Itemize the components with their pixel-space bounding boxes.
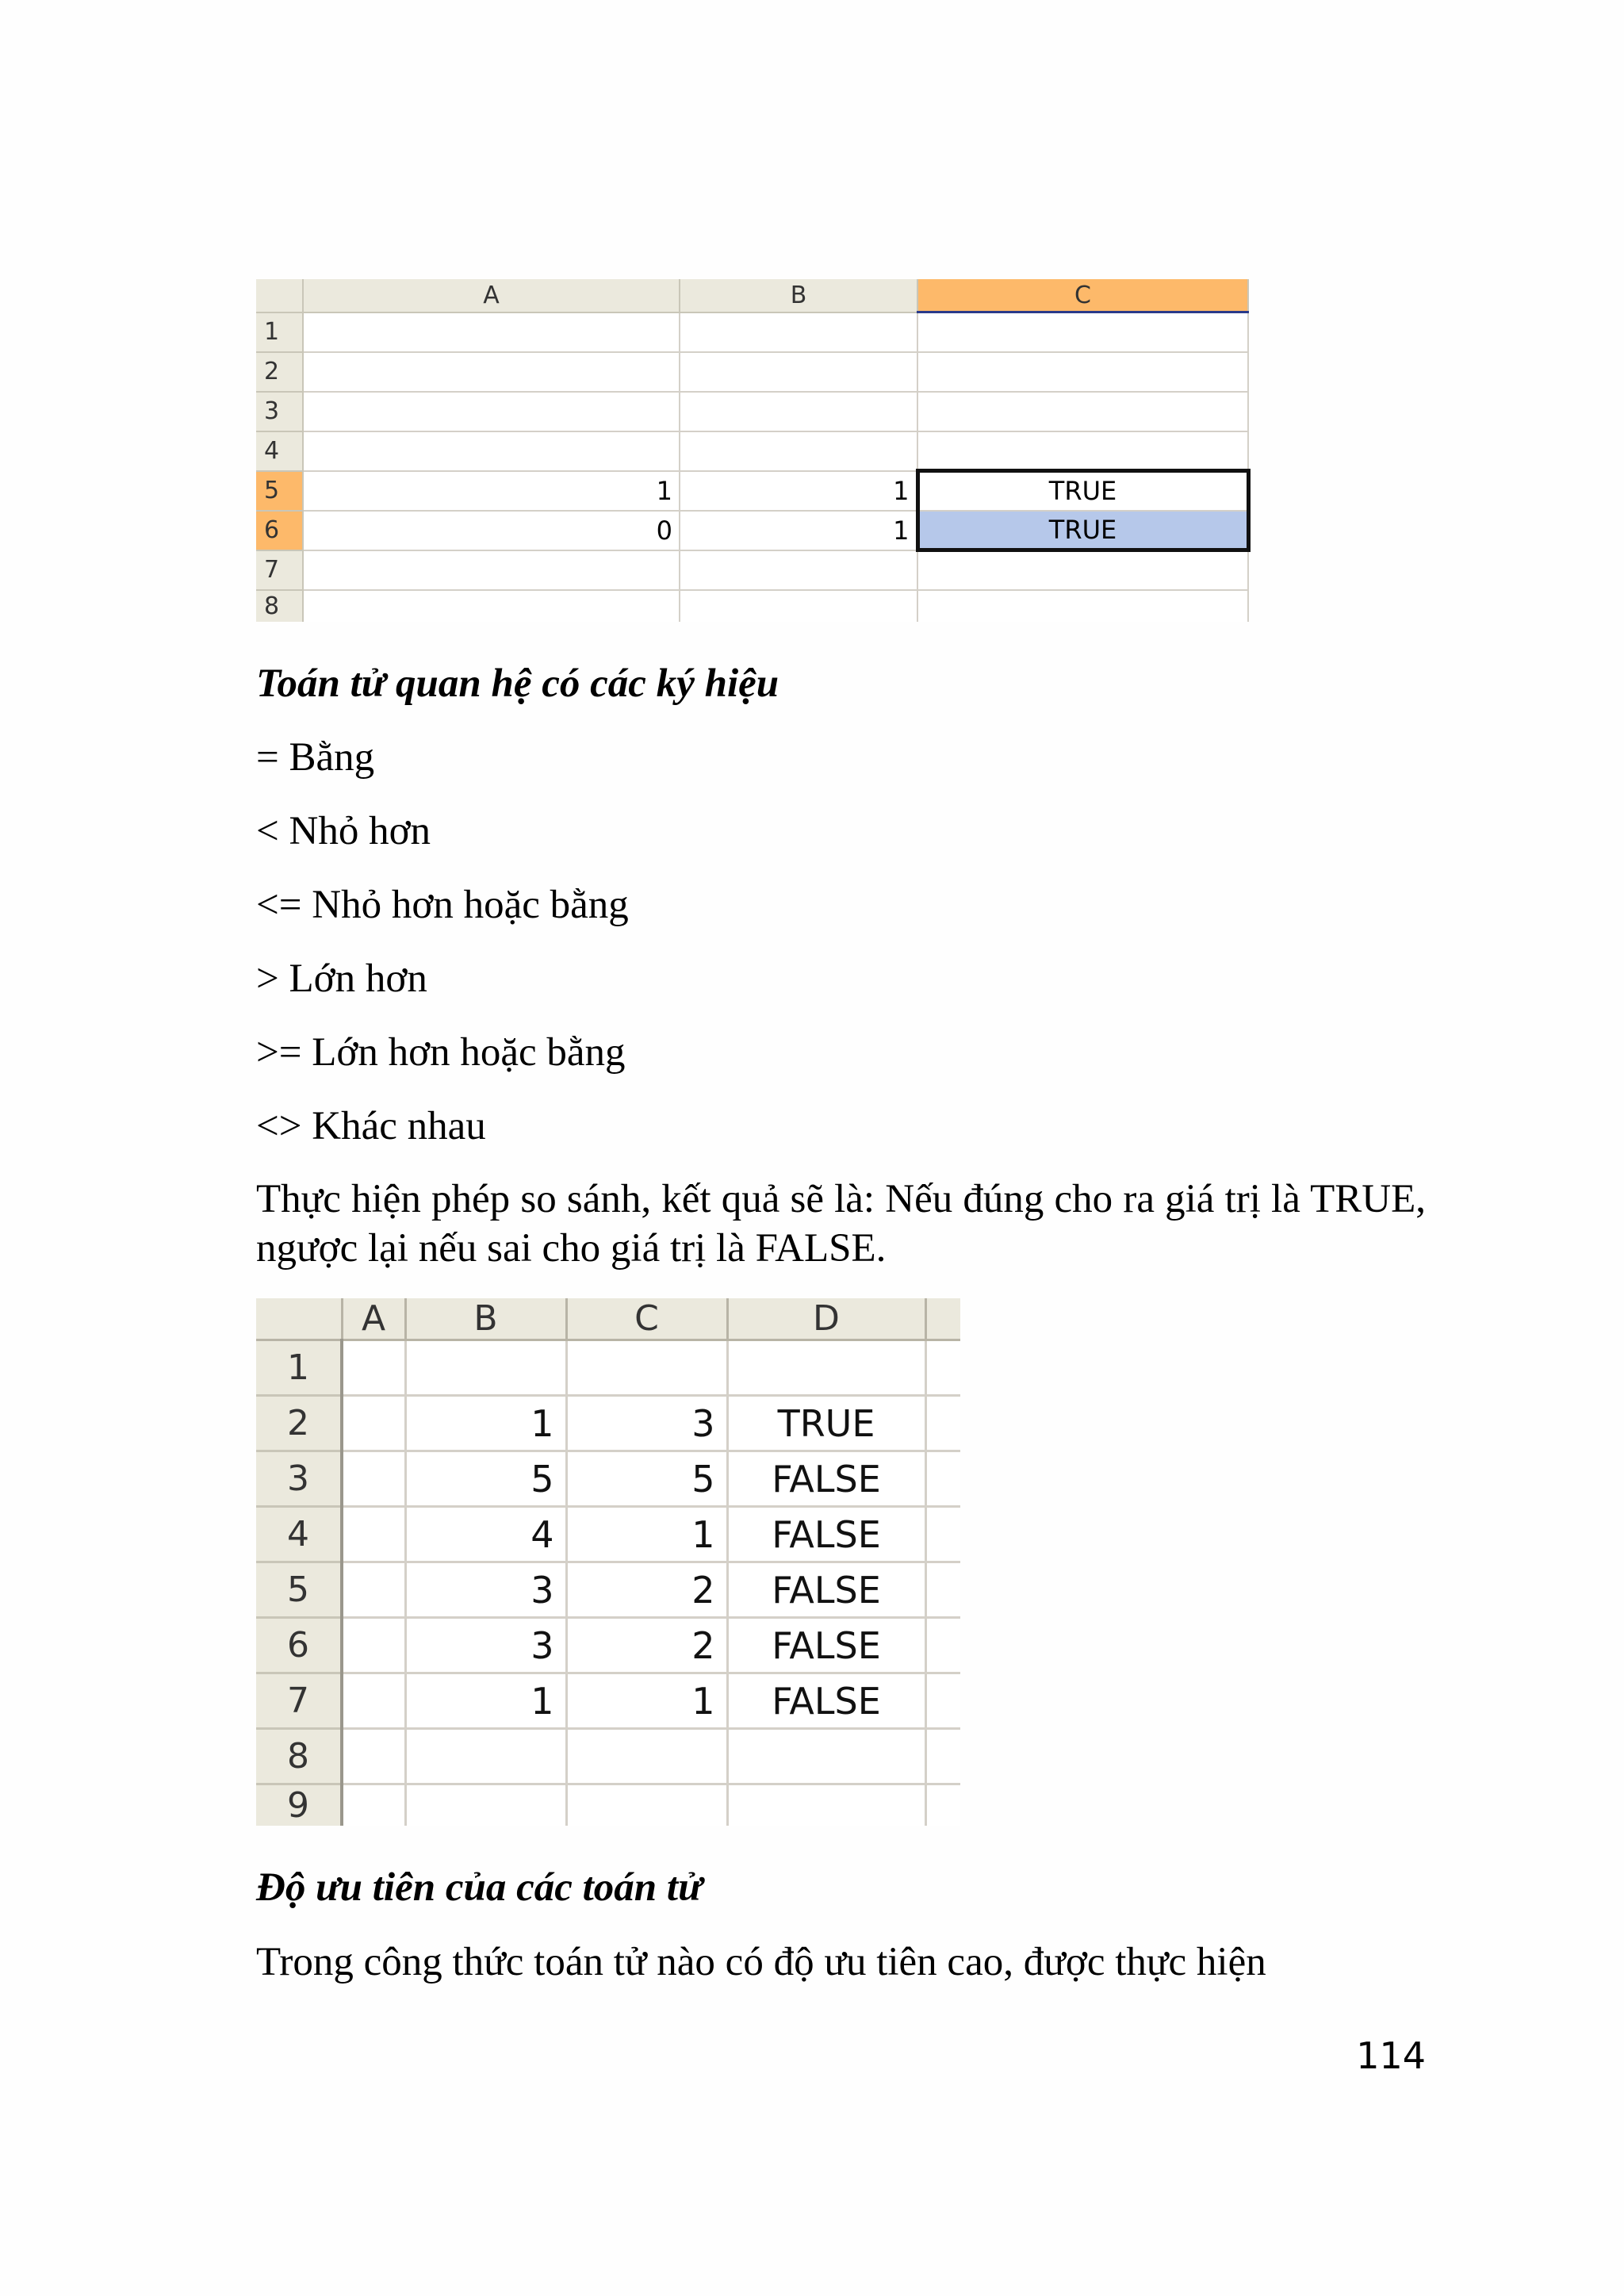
cell-c: 2 — [566, 1562, 727, 1618]
cell-a — [342, 1729, 405, 1784]
select-all-corner — [256, 279, 303, 312]
precedence-paragraph: Trong công thức toán tử nào có độ ưu tiên cao, được thực hiện — [256, 1940, 1266, 1984]
row-header: 6 — [256, 511, 303, 550]
table-row — [256, 590, 1248, 622]
cell-b: 5 — [405, 1451, 566, 1507]
column-header-c: C — [566, 1298, 727, 1340]
cell-e — [925, 1507, 960, 1562]
row-header: 4 — [256, 1507, 342, 1562]
cell-b3 — [680, 392, 917, 431]
table-row — [256, 550, 1248, 590]
cell-b: 3 — [405, 1562, 566, 1618]
table-row — [256, 1784, 960, 1826]
spreadsheet-comparison-results — [256, 1298, 960, 1826]
section-heading: Toán tử quan hệ có các ký hiệu — [256, 661, 779, 706]
cell-b6: 1 — [680, 511, 917, 550]
cell-a2 — [303, 352, 680, 392]
cell-a5: 1 — [303, 471, 680, 511]
table-row — [256, 1340, 960, 1396]
row-header: 2 — [256, 1396, 342, 1451]
page-number: 114 — [1356, 2034, 1426, 2077]
cell-a — [342, 1340, 405, 1396]
cell-c: 1 — [566, 1507, 727, 1562]
cell-c — [566, 1729, 727, 1784]
section-heading: Độ ưu tiên của các toán tử — [256, 1865, 703, 1910]
cell-c: 3 — [566, 1396, 727, 1451]
cell-d: FALSE — [727, 1673, 925, 1729]
cell-a3 — [303, 392, 680, 431]
cell-b5: 1 — [680, 471, 917, 511]
cell-d — [727, 1784, 925, 1826]
cell-a7 — [303, 550, 680, 590]
row-header: 5 — [256, 471, 303, 511]
cell-a — [342, 1618, 405, 1673]
cell-c — [566, 1784, 727, 1826]
cell-b — [405, 1784, 566, 1826]
cell-b: 1 — [405, 1396, 566, 1451]
cell-a8 — [303, 590, 680, 622]
table-row — [256, 431, 1248, 471]
cell-c6: TRUE — [917, 511, 1248, 550]
column-header-a: A — [342, 1298, 405, 1340]
cell-b2 — [680, 352, 917, 392]
row-header: 8 — [256, 590, 303, 622]
table-row — [256, 392, 1248, 431]
cell-a — [342, 1562, 405, 1618]
cell-b: 3 — [405, 1618, 566, 1673]
cell-b8 — [680, 590, 917, 622]
row-header: 2 — [256, 352, 303, 392]
cell-c5: TRUE — [917, 471, 1248, 511]
cell-c: 2 — [566, 1618, 727, 1673]
table-row — [256, 1562, 960, 1618]
cell-d — [727, 1340, 925, 1396]
select-all-corner — [256, 1298, 342, 1340]
table-row — [256, 1618, 960, 1673]
table-row — [256, 1673, 960, 1729]
row-header: 7 — [256, 1673, 342, 1729]
operator-greater: > Lớn hơn — [256, 956, 427, 1001]
cell-d: FALSE — [727, 1562, 925, 1618]
table-row — [256, 471, 1248, 511]
table-row — [256, 352, 1248, 392]
cell-a — [342, 1451, 405, 1507]
cell-d: FALSE — [727, 1618, 925, 1673]
cell-e — [925, 1618, 960, 1673]
spreadsheet-relational-example — [256, 279, 1251, 622]
column-header-d: D — [727, 1298, 925, 1340]
row-header: 3 — [256, 392, 303, 431]
cell-d: FALSE — [727, 1451, 925, 1507]
comparison-paragraph: Thực hiện phép so sánh, kết quả sẽ là: Nếu đúng cho ra giá trị là TRUE, ngược lại nếu sai cho giá trị là FALSE. — [256, 1177, 1426, 1271]
cell-b: 1 — [405, 1673, 566, 1729]
row-header: 3 — [256, 1451, 342, 1507]
operator-less: < Nhỏ hơn — [256, 809, 431, 853]
cell-a — [342, 1784, 405, 1826]
cell-c: 5 — [566, 1451, 727, 1507]
cell-a4 — [303, 431, 680, 471]
cell-e — [925, 1451, 960, 1507]
cell-c2 — [917, 352, 1248, 392]
cell-b: 4 — [405, 1507, 566, 1562]
cell-e — [925, 1729, 960, 1784]
operator-precedence-section — [256, 1864, 1426, 1987]
table-row — [256, 1396, 960, 1451]
cell-b4 — [680, 431, 917, 471]
cell-e — [925, 1562, 960, 1618]
operator-equal: = Bằng — [256, 735, 375, 780]
operator-less-equal: <= Nhỏ hơn hoặc bằng — [256, 883, 629, 927]
cell-c1 — [917, 312, 1248, 352]
table-row — [256, 1507, 960, 1562]
table-row — [256, 1451, 960, 1507]
cell-e — [925, 1396, 960, 1451]
row-header: 6 — [256, 1618, 342, 1673]
cell-a — [342, 1507, 405, 1562]
row-header: 7 — [256, 550, 303, 590]
cell-b — [405, 1340, 566, 1396]
cell-d: TRUE — [727, 1396, 925, 1451]
row-header: 1 — [256, 1340, 342, 1396]
cell-d — [727, 1729, 925, 1784]
cell-c: 1 — [566, 1673, 727, 1729]
cell-c8 — [917, 590, 1248, 622]
cell-c3 — [917, 392, 1248, 431]
cell-d: FALSE — [727, 1507, 925, 1562]
column-header-b: B — [405, 1298, 566, 1340]
relational-operators-section — [256, 660, 1426, 1273]
cell-a6: 0 — [303, 511, 680, 550]
table-row — [256, 1729, 960, 1784]
cell-a — [342, 1396, 405, 1451]
cell-a1 — [303, 312, 680, 352]
column-header-e — [925, 1298, 960, 1340]
row-header: 8 — [256, 1729, 342, 1784]
operator-not-equal: <> Khác nhau — [256, 1104, 486, 1148]
cell-b1 — [680, 312, 917, 352]
column-header-b: B — [680, 279, 917, 312]
row-header: 5 — [256, 1562, 342, 1618]
cell-e — [925, 1673, 960, 1729]
table-row — [256, 312, 1248, 352]
cell-e — [925, 1784, 960, 1826]
cell-c — [566, 1340, 727, 1396]
cell-a — [342, 1673, 405, 1729]
cell-e — [925, 1340, 960, 1396]
row-header: 1 — [256, 312, 303, 352]
cell-c7 — [917, 550, 1248, 590]
operator-greater-equal: >= Lớn hơn hoặc bằng — [256, 1030, 626, 1075]
cell-b — [405, 1729, 566, 1784]
column-header-a: A — [303, 279, 680, 312]
column-header-c: C — [917, 279, 1248, 312]
table-row — [256, 511, 1248, 550]
row-header: 9 — [256, 1784, 342, 1826]
row-header: 4 — [256, 431, 303, 471]
cell-b7 — [680, 550, 917, 590]
cell-c4 — [917, 431, 1248, 471]
